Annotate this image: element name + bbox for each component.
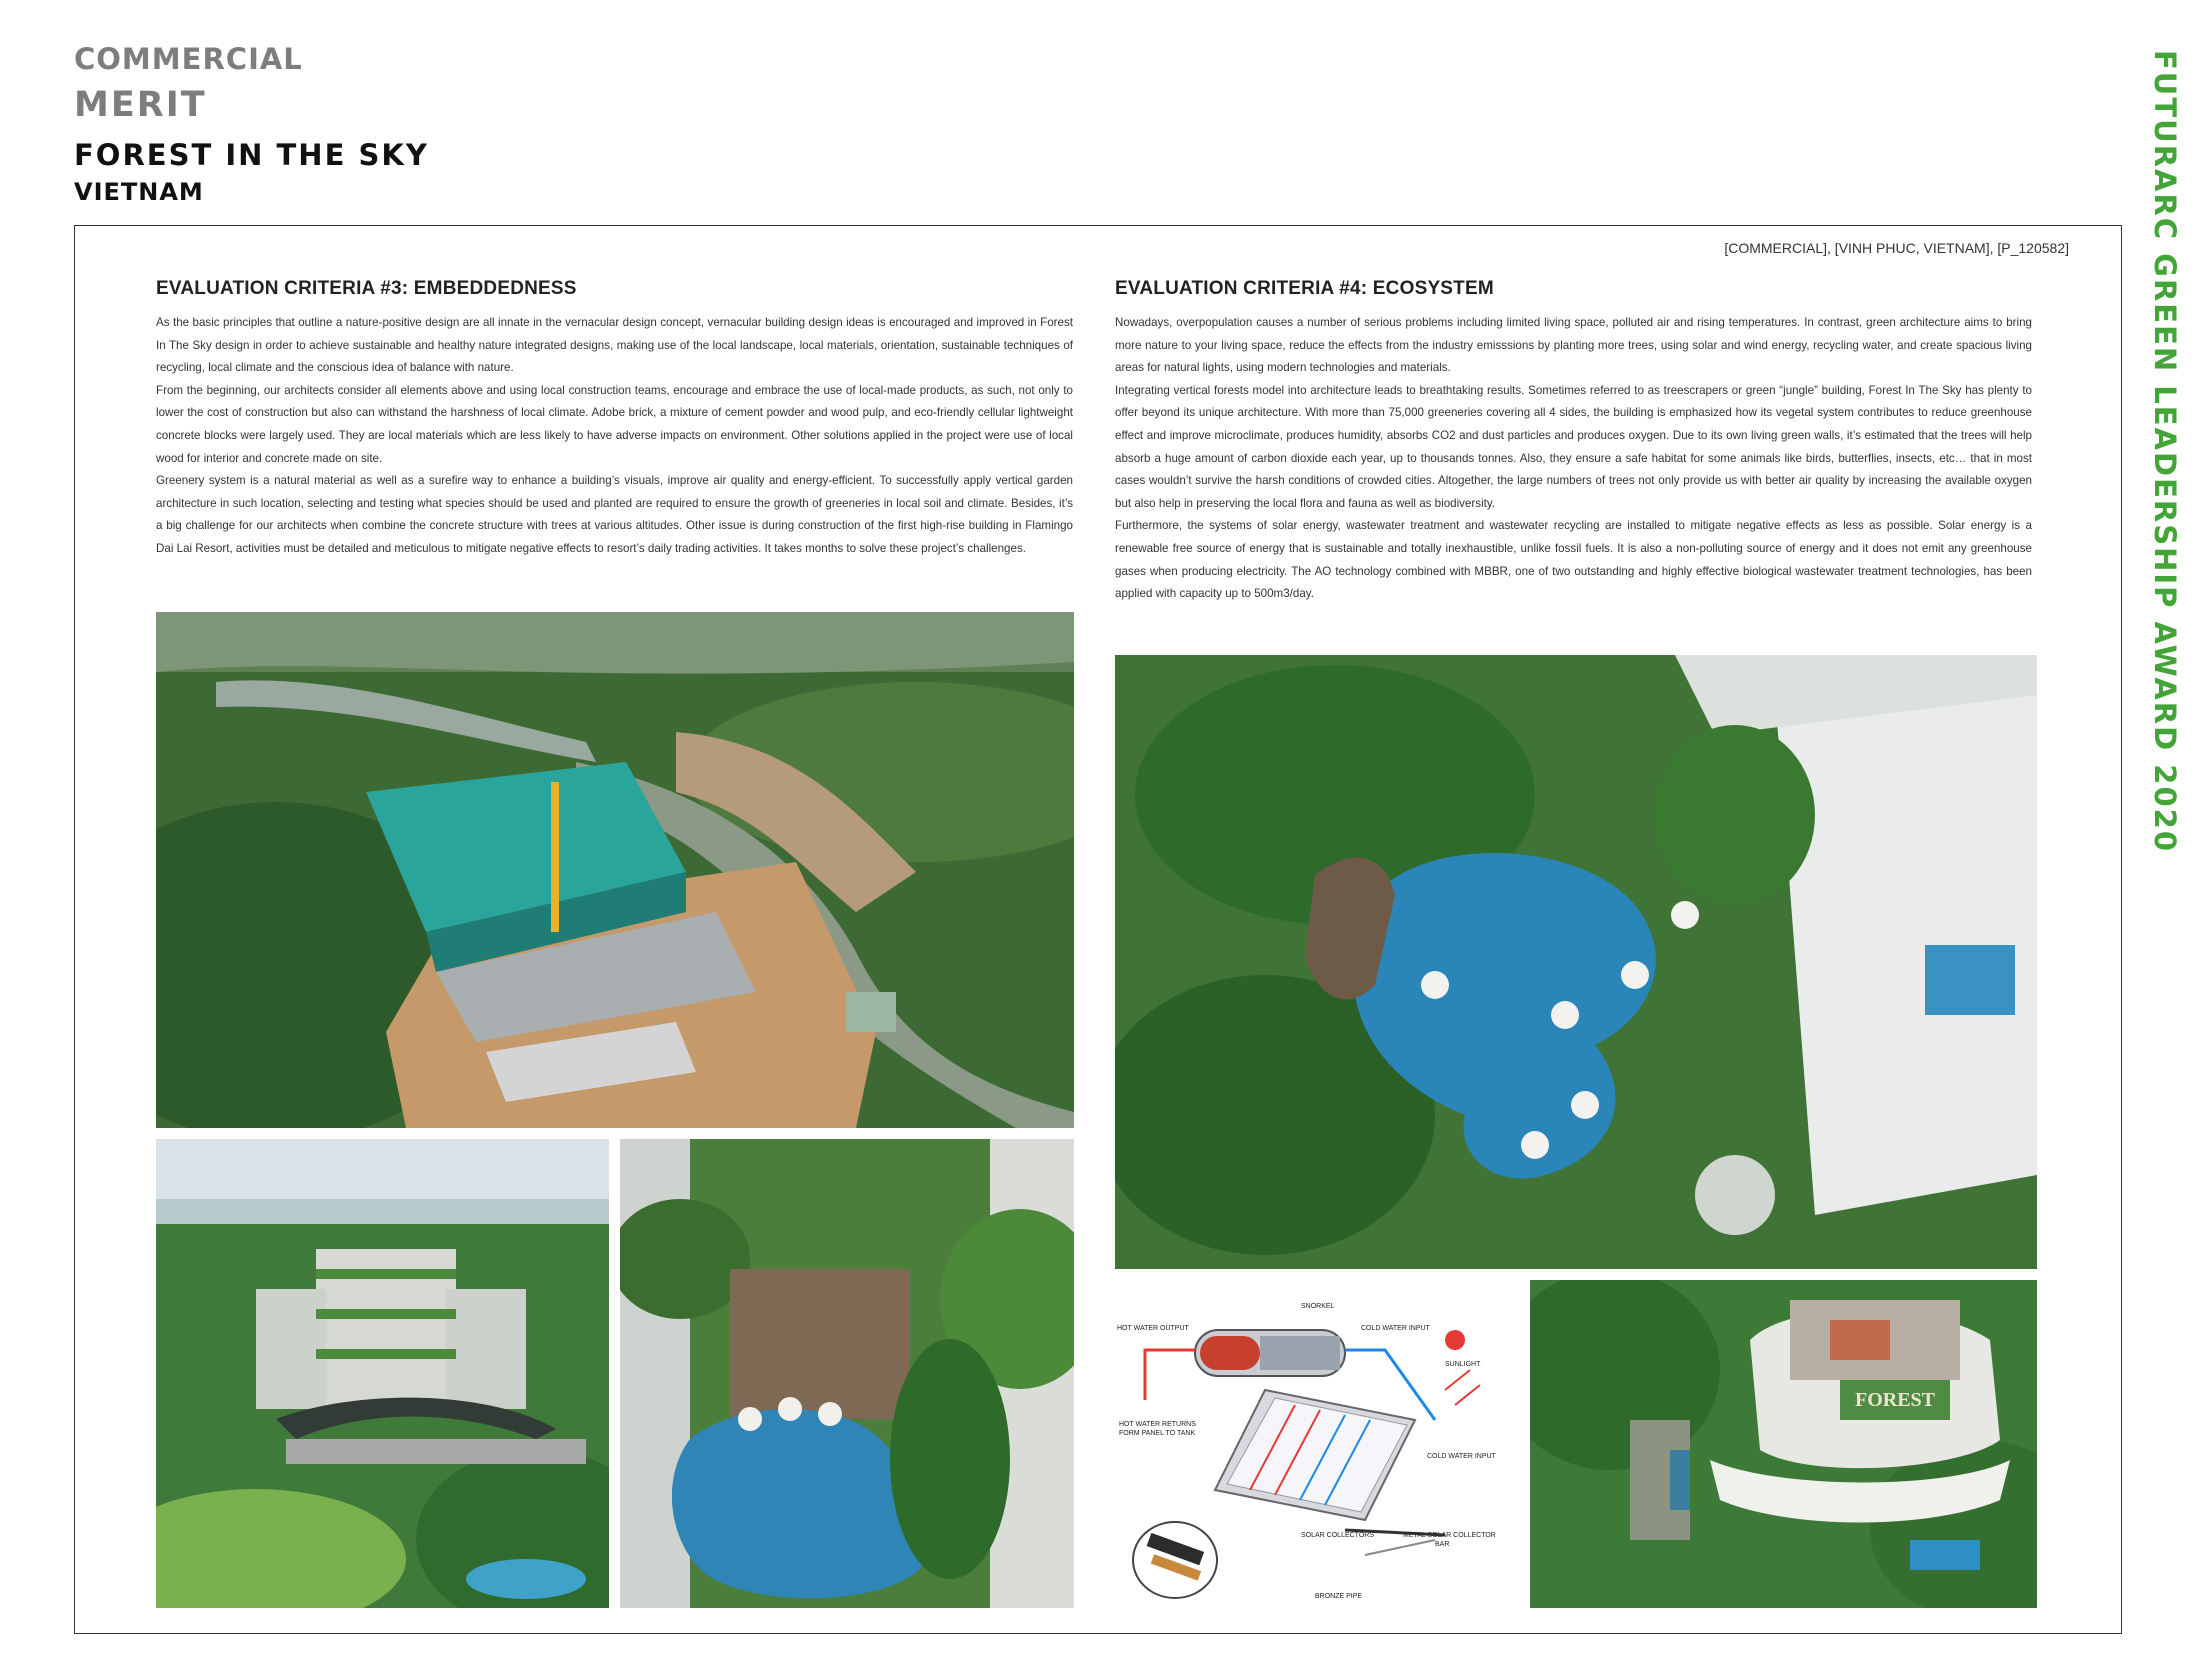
content-frame	[74, 225, 2122, 1634]
criteria-3-paragraph: Greenery system is a natural material as well as a surefire way to enhance a building’s visuals, improve air quality and energy-efficient. To successfully apply vertical garden architecture in such location, selecting and testing what species should be used and planted are required to ensure the growth of greeneries in local soil and climate. Besides, it’s a big challenge for our architects when combine the concrete structure with trees at various altitudes. Other issue is during construction of the first high-rise building in Flamingo Dai Lai Resort, activities must be detailed and meticulous to mitigate negative effects to resort’s daily trading activities. It takes months to solve these project’s challenges.	[156, 474, 1073, 555]
category-label: COMMERCIAL	[74, 42, 303, 76]
diagram-label-hot-water-returns-2: FORM PANEL TO TANK	[1119, 1430, 1196, 1437]
diagram-label-cold-water-input-side: COLD WATER INPUT	[1427, 1453, 1496, 1460]
criteria-4-paragraph: Nowadays, overpopulation causes a number of serious problems including limited living space, polluted air and rising temperatures. In contrast, green architecture aims to bring more nature to your living space, reduce the effects from the industry emisssions by planting more trees, using solar and wind energy, recycling water, and create spacious living areas for natural lights, using modern technologies and materials.	[1115, 316, 2032, 375]
diagram-label-bronze-pipe: BRONZE PIPE	[1315, 1593, 1363, 1600]
diagram-label-hot-water-returns: HOT WATER RETURNS	[1119, 1421, 1196, 1428]
rooftop-photo	[1530, 1280, 2037, 1608]
criteria-3-title: EVALUATION CRITERIA #3: EMBEDDEDNESS	[156, 278, 577, 299]
diagram-label-snorkel: SNORKEL	[1301, 1303, 1335, 1310]
diagram-label-cold-water-input: COLD WATER INPUT	[1361, 1325, 1430, 1332]
diagram-label-solar-collectors: SOLAR COLLECTORS	[1301, 1532, 1375, 1539]
criteria-4-section	[1115, 278, 2032, 606]
criteria-3-section	[156, 278, 1073, 561]
diagram-label-sunlight: SUNLIGHT	[1445, 1361, 1481, 1368]
criteria-3-paragraph: From the beginning, our architects consider all elements above and using local construction teams, encourage and embrace the use of local-made products, as such, not only to lower the cost of construction but also can withstand the harshness of local climate. Adobe brick, a mixture of cement powder and wood pulp, and eco-friendly cellular lightweight concrete blocks were largely used. They are local materials which are less likely to have adverse impacts on environment. Other solutions applied in the project were use of local wood for interior and concrete made on site.	[156, 383, 1073, 465]
aerial-construction-photo	[156, 612, 1074, 1128]
diagram-label-hot-water-output: HOT WATER OUTPUT	[1117, 1325, 1189, 1332]
diagram-label-metal-collector: METAL SOLAR COLLECTOR	[1403, 1532, 1496, 1539]
project-reference: [COMMERCIAL], [VINH PHUC, VIETNAM], [P_120582]	[1724, 240, 2069, 256]
award-side-title: FUTURARC GREEN LEADERSHIP AWARD 2020	[2148, 50, 2182, 854]
diagram-label-metal-collector-bar: BAR	[1435, 1541, 1450, 1548]
project-title: FOREST IN THE SKY	[74, 138, 429, 172]
aerial-pool-photo	[1115, 655, 2037, 1269]
project-country: VIETNAM	[74, 178, 204, 206]
solar-water-heater-diagram	[1115, 1280, 1530, 1608]
award-level: MERIT	[74, 85, 207, 125]
forest-rooftop-sign: FOREST	[1855, 1389, 1936, 1411]
courtyard-pool-photo	[620, 1139, 1074, 1608]
criteria-4-paragraph: Furthermore, the systems of solar energy, wastewater treatment and wastewater recycling are installed to mitigate negative effects as less as possible. Solar energy is a renewable free source of energy that is sustainable and totally inexhaustible, unlike fossil fuels. It is also a non-polluting source of energy and it does not emit any greenhouse gases when producing electricity. The AO technology combined with MBBR, one of two outstanding and highly effective biological wastewater treatment technologies, has been applied with capacity up to 500m3/day.	[1115, 519, 2032, 601]
building-exterior-photo	[156, 1139, 609, 1608]
criteria-4-paragraph: Integrating vertical forests model into architecture leads to breathtaking results. Sometimes referred to as treescrapers or green “jungle” building, Forest In The Sky has plenty to offer beyond its unique architecture. With more than 75,000 greeneries covering all 4 sides, the building is emphasized how its vegetal system contributes to reduce greenhouse effect and improve microclimate, produces humidity, absorbs CO2 and dust particles and produces oxygen. Due to its own living green walls, it’s estimated that the trees will help absorb a huge amount of carbon dioxide each year, up to thousands tonnes. Also, they ensure a safe habitat for some animals like birds, butterflies, insects, etc… that in most cases wouldn’t survive the harsh conditions of crowded cities. Altogether, the large numbers of trees not only provide us with better air quality by increasing the available oxygen but also help in preserving the local flora and fauna as well as biodiversity.	[1115, 383, 2032, 510]
criteria-4-title: EVALUATION CRITERIA #4: ECOSYSTEM	[1115, 278, 1494, 299]
criteria-3-paragraph: As the basic principles that outline a nature-positive design are all innate in the vernacular design concept, vernacular building design ideas is encouraged and improved in Forest In The Sky design in order to achieve sustainable and healthy nature integrated designs, making use of the local landscape, local materials, orientation, sustainable techniques of recycling, local climate and the conscious idea of balance with nature.	[156, 316, 1073, 375]
